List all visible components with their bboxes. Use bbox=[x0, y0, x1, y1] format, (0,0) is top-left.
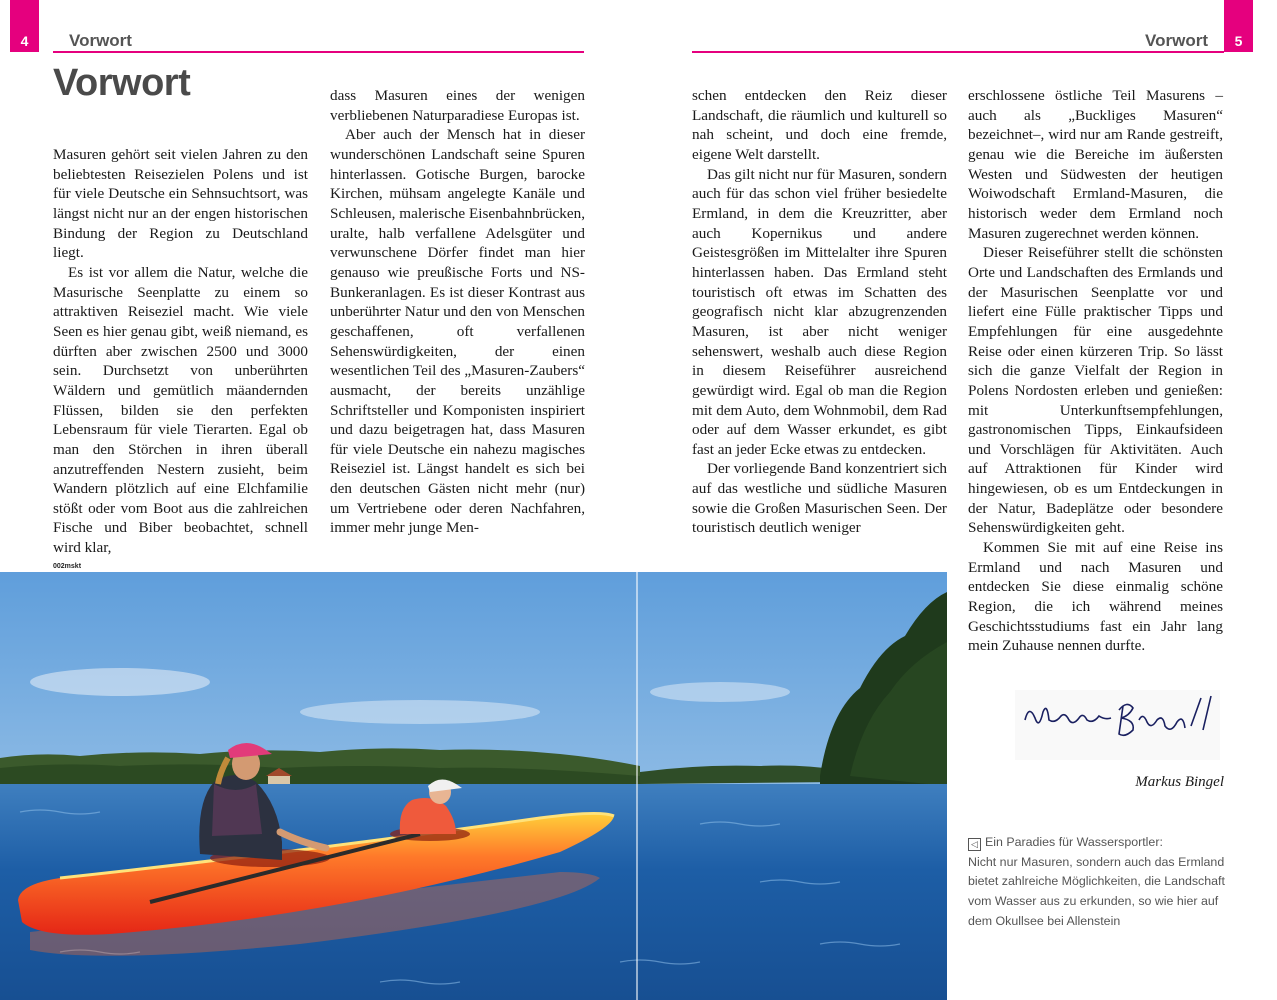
caption-line: dem Okullsee bei Allenstein bbox=[968, 913, 1121, 928]
photo-caption bbox=[968, 833, 1224, 932]
text-column-2 bbox=[330, 86, 585, 538]
paragraph: Es ist vor allem die Natur, welche die Masurische Seenplatte zu einem so attraktiven Reiseziel macht. Wie viele Seen es hier genau gibt, weiß niemand, es dürften aber zwischen 2500 und 3000 sein. Durchsetzt von unberührten Wäldern und gemütlich mäandernden Flüssen, bilden sie den perfekten Lebensraum für viele Tierarten. Egal ob man den Störchen in ihren überall anzutreffenden Nestern zusieht, beim Wandern plötzlich auf eine Elchfamilie stößt oder vom Boot aus die zahlreichen Fische und Biber beobachtet, schnell wird klar, bbox=[53, 263, 308, 557]
paragraph: dass Masuren eines der wenigen verbliebenen Naturparadiese Europas ist. bbox=[330, 87, 585, 124]
arrow-left-box-icon: ◁ bbox=[968, 838, 981, 851]
caption-line: Nicht nur Masuren, sondern auch das Ermland bbox=[968, 854, 1225, 869]
caption-title: Ein Paradies für Wassersportler: bbox=[985, 835, 1163, 849]
caption-line: bietet zahlreiche Möglichkeiten, die Landschaft bbox=[968, 874, 1225, 889]
caption-line: vom Wasser aus zu erkunden, so wie hier auf bbox=[968, 894, 1219, 909]
right-page-number: 5 bbox=[1224, 0, 1253, 52]
text-column-1 bbox=[53, 145, 308, 558]
image-id-label: 002mskt bbox=[53, 563, 82, 570]
author-name: Markus Bingel bbox=[1135, 774, 1224, 790]
author-signature bbox=[1015, 690, 1220, 760]
text-column-3 bbox=[692, 86, 947, 538]
lake-kayak-photo bbox=[0, 572, 947, 1000]
paragraph: Masuren gehört seit vielen Jahren zu den beliebtesten Reisezielen Polens und ist für viele Deutsche ein Sehnsuchtsort, was längst nicht nur an der engen historischen Bindung der Region zu Deutschland liegt. bbox=[53, 146, 308, 262]
page-title: Vorwort bbox=[53, 62, 191, 104]
paragraph: schen entdecken den Reiz dieser Landschaft, die räumlich und kulturell so nah scheint, und doch eine fremde, eigene Welt darstellt. bbox=[692, 87, 947, 163]
paragraph: Kommen Sie mit auf eine Reise ins Ermland und nach Masuren und entdecken Sie diese einmalig schöne Region, die ich während meines Geschichtsstudiums fast ein Jahr lang mein Zuhause nennen durfte. bbox=[968, 539, 1223, 655]
left-header-rule bbox=[53, 51, 584, 53]
paragraph: Das gilt nicht nur für Masuren, sondern auch für das schon viel früher besiedelte Ermland, in dem die Kreuzritter, aber auch Kopernikus und andere Geistesgrößen im Mittelalter ihre Spuren hinterlassen haben. Das Ermland steht touristisch oft etwas im Schatten des geografisch nicht klar abzugrenzenden Masuren, ist aber nicht weniger sehenswert, weshalb auch diese Region in diesem Reiseführer ausreichend gewürdigt wird. Egal ob man die Region mit dem Auto, dem Wohnmobil, dem Rad oder auf dem Wasser erkundet, es gibt fast an jeder Ecke etwas zu entdecken. bbox=[692, 165, 947, 458]
text-column-4 bbox=[968, 86, 1223, 656]
right-running-head: Vorwort bbox=[1145, 31, 1208, 50]
page-gutter bbox=[636, 572, 638, 1000]
paragraph: Dieser Reiseführer stellt die schönsten Orte und Landschaften des Ermlands und der Masurischen Seenplatte vor und liefert eine Fülle praktischer Tipps und Empfehlungen für eine ausgedehnte Reise oder einen kürzeren Trip. So lässt sich die ganze Vielfalt der Region in Polens Nordosten erleben und genießen: mit Unterkunftsempfehlungen, gastronomischen Tipps, Einkaufsideen und Vorschlägen für Aktivitäten. Auch auf Attraktionen für Kinder wird hingewiesen, ob es um Entdeckungen in der Natur, Badeplätze oder besondere Sehenswürdigkeiten geht. bbox=[968, 244, 1223, 537]
paragraph: Der vorliegende Band konzentriert sich auf das westliche und südliche Masuren sowie die Großen Masurischen Seen. Der touristisch deutlich weniger bbox=[692, 460, 947, 537]
left-running-head: Vorwort bbox=[69, 31, 132, 50]
paragraph: Aber auch der Mensch hat in dieser wunderschönen Landschaft seine Spuren hinterlassen. Gotische Burgen, barocke Kirchen, mühsam angelegte Kanäle und Schleusen, malerische Eisenbahnbrücken, uralte, halb verfallene Adelsgüter und verwunschene Dörfer findet man hier genauso wie preußische Forts und NS-Bunkeranlagen. Es ist dieser Kontrast aus unberührter Natur und den von Menschen geschaffenen, oft verfallenen Sehenswürdigkeiten, der einen wesentlichen Teil des „Masuren-Zaubers“ ausmacht, der bereits unzählige Schriftsteller und Komponisten inspiriert und dazu beigetragen hat, dass Masuren für viele Deutsche ein nahezu magisches Reiseziel ist. Längst handelt es sich bei den deutschen Gästen nicht mehr (nur) um Vertriebene oder deren Nachfahren, immer mehr junge Men- bbox=[330, 126, 585, 537]
paragraph: erschlossene östliche Teil Masurens – auch als „Buckliges Masuren“ bezeichnet–, wird nur am Rande gestreift, genau wie die Bereiche im äußersten Westen und Südwesten der heutigen Woiwodschaft Ermland-Masuren, die historisch weder dem Ermland noch Masuren zugerechnet werden können. bbox=[968, 87, 1223, 242]
caption-title-line bbox=[968, 833, 1224, 853]
left-page-number: 4 bbox=[10, 0, 39, 52]
right-header-rule bbox=[692, 51, 1224, 53]
